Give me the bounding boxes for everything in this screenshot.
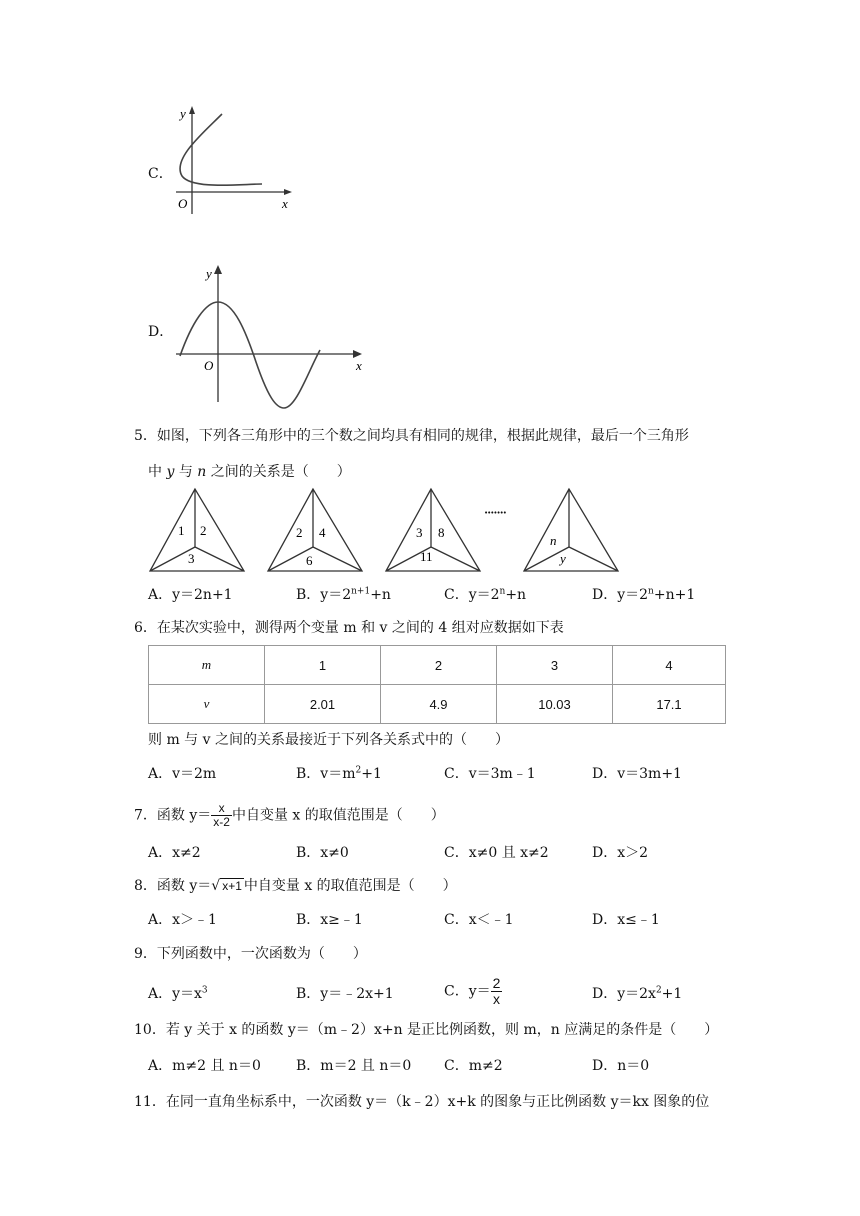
q6-option-c: C．v＝3m﹣1 bbox=[444, 766, 536, 782]
triangle-2-b: 4 bbox=[319, 525, 326, 540]
triangle-1-b: 2 bbox=[200, 523, 207, 538]
graph-d-x: x bbox=[356, 358, 362, 373]
triangle-4-n: n bbox=[550, 533, 557, 548]
table-row bbox=[149, 685, 726, 724]
q9-option-a: A．$y=x^3$ bbox=[148, 985, 208, 1002]
q9-option-c: C．y＝ $\frac{2}{x}$ bbox=[444, 975, 501, 1007]
q6-question: 则 m 与 v 之间的关系最接近于下列各关系式中的（ ） bbox=[148, 732, 509, 748]
table-cell: 2.01 bbox=[265, 685, 381, 724]
q8-option-c: C．x＜﹣1 bbox=[444, 912, 514, 928]
q5-option-a: A．y＝2n+1 bbox=[148, 587, 233, 603]
triangle-4 bbox=[522, 487, 622, 575]
triangle-2 bbox=[266, 487, 366, 575]
q7-option-a: A．x≠2 bbox=[148, 845, 201, 861]
table-cell: 17.1 bbox=[613, 685, 726, 724]
q8-radicand: x+1 bbox=[222, 879, 242, 893]
table-cell: v bbox=[149, 685, 265, 724]
triangle-3-a: 3 bbox=[416, 525, 423, 540]
graph-c-y: y bbox=[180, 106, 186, 121]
option-c-label: C． bbox=[148, 166, 173, 182]
table-cell: 1 bbox=[265, 646, 381, 685]
triangle-3 bbox=[384, 487, 484, 575]
sqrt-symbol: √ bbox=[211, 878, 221, 894]
triangle-2-c: 6 bbox=[306, 553, 313, 568]
q6-title: 6．在某次实验中，测得两个变量 m 和 v 之间的 4 组对应数据如下表 bbox=[134, 620, 564, 636]
q10-option-a: A．m≠2 且 n＝0 bbox=[148, 1058, 261, 1074]
q5-line1: 5．如图，下列各三角形中的三个数之间均具有相同的规律，根据此规律，最后一个三角形 bbox=[134, 428, 689, 444]
table-cell: m bbox=[149, 646, 265, 685]
graph-d-y: y bbox=[206, 266, 212, 281]
q7-option-d: D．x＞2 bbox=[592, 845, 649, 861]
q5-line2: 中 y 与 n 之间的关系是（ ） bbox=[148, 464, 351, 480]
table-cell: 10.03 bbox=[497, 685, 613, 724]
graph-d-origin: O bbox=[204, 358, 214, 373]
q6-option-b: B．$v=m^2+1$ bbox=[296, 765, 382, 782]
q8-title: 8．函数 y＝√ x+1 中自变量 x 的取值范围是（ ） bbox=[134, 878, 457, 894]
graph-c-origin: O bbox=[178, 196, 188, 211]
q11-title: 11．在同一直角坐标系中，一次函数 y＝（k﹣2）x+k 的图象与正比例函数 y＝kx 图象的位 bbox=[134, 1094, 710, 1110]
table-cell: 4 bbox=[613, 646, 726, 685]
q7-option-b: B．x≠0 bbox=[296, 845, 349, 861]
q6-option-a: A．v＝2m bbox=[148, 766, 217, 782]
triangle-3-b: 8 bbox=[438, 525, 445, 540]
triangle-2-a: 2 bbox=[296, 525, 303, 540]
table-row bbox=[149, 646, 726, 685]
q10-option-b: B．m＝2 且 n＝0 bbox=[296, 1058, 412, 1074]
triangle-1-a: 1 bbox=[178, 523, 185, 538]
triangle-3-c: 11 bbox=[420, 549, 433, 564]
triangle-4-y: y bbox=[560, 551, 566, 566]
table-cell: 4.9 bbox=[381, 685, 497, 724]
q7-title: 7．函数 y＝ $\frac{x}{x-2}$ 中自变量 x 的取值范围是（ ） bbox=[134, 801, 445, 829]
q8-option-d: D．x≤﹣1 bbox=[592, 912, 660, 928]
q7-option-c: C．x≠0 且 x≠2 bbox=[444, 845, 549, 861]
q9-title: 9．下列函数中，一次函数为（ ） bbox=[134, 946, 367, 962]
table-cell: 2 bbox=[381, 646, 497, 685]
q9-option-b: B．y＝﹣2x+1 bbox=[296, 986, 394, 1002]
q5-option-d: D．$y=2^n+n+1$ bbox=[592, 586, 696, 603]
graph-d bbox=[172, 252, 367, 412]
q8-option-b: B．x≥﹣1 bbox=[296, 912, 363, 928]
q8-option-a: A．x＞﹣1 bbox=[148, 912, 217, 928]
triangle-1 bbox=[148, 487, 248, 575]
triangle-1-c: 3 bbox=[188, 551, 195, 566]
q10-option-d: D．n＝0 bbox=[592, 1058, 650, 1074]
q5-option-c: C．$y=2^n+n$ bbox=[444, 586, 527, 603]
option-d-label: D． bbox=[148, 324, 174, 340]
q9-option-d: D．$y=2x^2+1$ bbox=[592, 985, 683, 1002]
q10-option-c: C．m≠2 bbox=[444, 1058, 503, 1074]
ellipsis-dots: ••••••• bbox=[484, 509, 506, 517]
graph-c bbox=[172, 104, 294, 224]
q10-title: 10．若 y 关于 x 的函数 y＝（m﹣2）x+n 是正比例函数，则 m，n 应满足的条件是（ ） bbox=[134, 1022, 719, 1038]
q6-option-d: D．v＝3m+1 bbox=[592, 766, 682, 782]
q5-option-b: B．$y=2^{n+1}+n$ bbox=[296, 586, 391, 603]
table-cell: 3 bbox=[497, 646, 613, 685]
q9-fraction: $\frac{2}{x}$ bbox=[492, 975, 501, 1007]
q7-fraction: $\frac{x}{x-2}$ bbox=[213, 801, 230, 829]
data-table bbox=[148, 645, 726, 724]
graph-c-x: x bbox=[282, 196, 288, 211]
